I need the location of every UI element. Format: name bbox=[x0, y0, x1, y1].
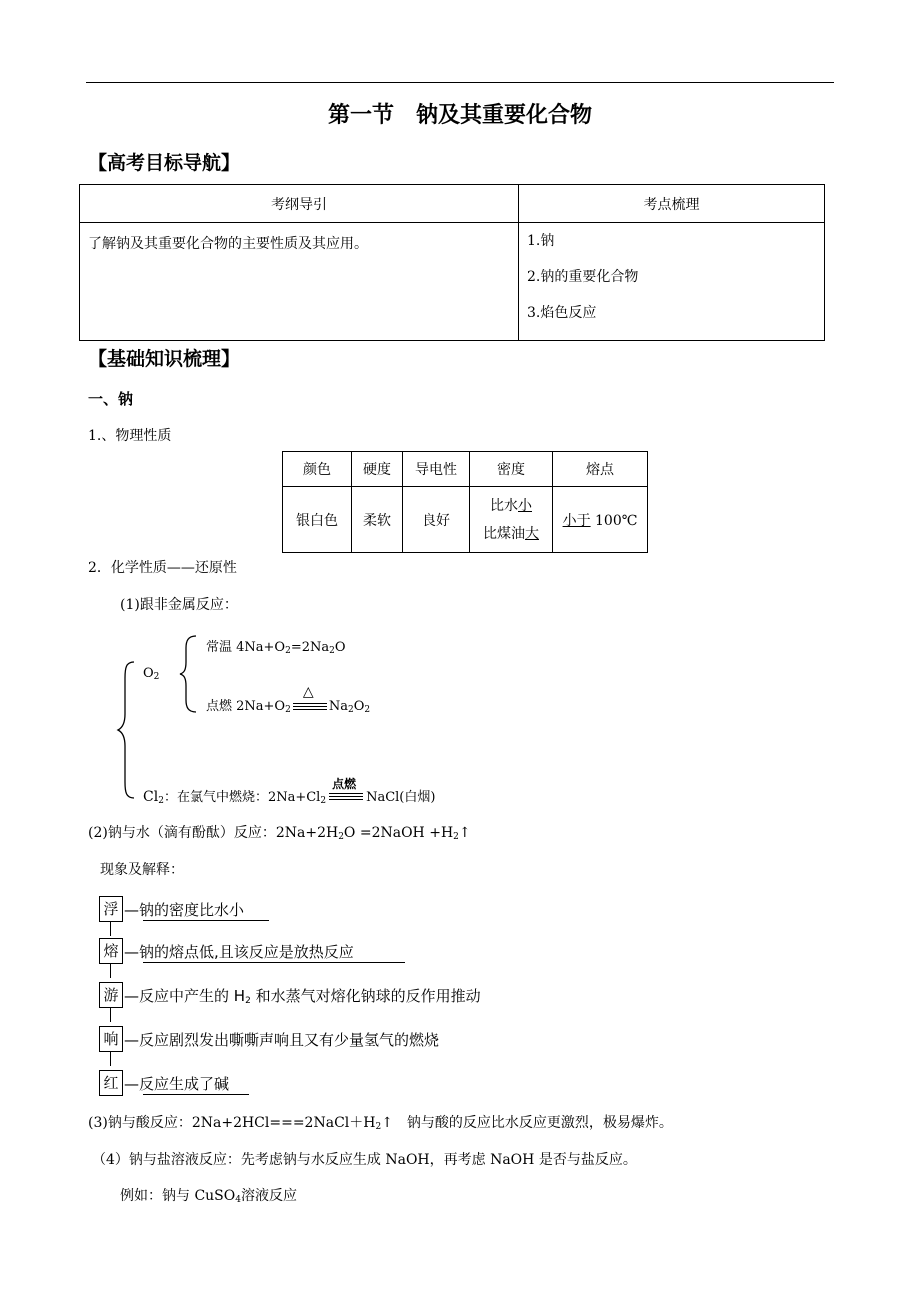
float-underline bbox=[143, 920, 269, 921]
goal-table-header-2: 考点梳理 bbox=[519, 185, 825, 223]
goal-table-syllabus: 了解钠及其重要化合物的主要性质及其应用。 bbox=[80, 223, 519, 341]
melting-blank: 小于 bbox=[562, 512, 591, 529]
ladder-connector bbox=[110, 922, 111, 936]
physical-properties-heading: 1.、物理性质 bbox=[88, 428, 172, 444]
goal-table-topics bbox=[519, 223, 825, 341]
phenomenon-float-box: 浮 bbox=[99, 896, 123, 922]
phenomenon-melt-box: 熔 bbox=[99, 938, 123, 964]
copper-sulfate-example: 例如：钠与 CuSO$_4$溶液反应 bbox=[120, 1188, 297, 1205]
melt-underline bbox=[143, 962, 405, 963]
red-underline bbox=[143, 1094, 249, 1095]
phenomenon-sound-box: 响 bbox=[99, 1026, 123, 1052]
table-header-conductivity: 导电性 bbox=[403, 452, 470, 487]
phenomenon-swim-box: 游 bbox=[99, 982, 123, 1008]
salt-solution-reaction: （4）钠与盐溶液反应：先考虑钠与水反应生成 NaOH，再考虑 NaOH 是否与盐反应。 bbox=[92, 1152, 637, 1168]
density-water-blank: 小 bbox=[518, 497, 532, 514]
cl2-equation: $Cl_2$：在氯气中燃烧：$2Na+Cl_2$ 点燃 NaCl(白烟) bbox=[143, 777, 436, 806]
table-header-color: 颜色 bbox=[283, 452, 352, 487]
topic-item: 3.焰色反应 bbox=[527, 305, 597, 321]
ladder-connector bbox=[110, 1052, 111, 1066]
water-reaction-equation: (2)钠与水（滴有酚酞）反应：$2Na+2H_2O$ =2NaOH $+H_2↑$ bbox=[88, 825, 471, 842]
phenomenon-melt-text: —钠的熔点低,且该反应是放热反应 bbox=[124, 943, 354, 961]
acid-reaction-equation: (3)钠与酸反应：$2Na+2HCl===2NaCl+H_2↑$ 钠与酸的反应比水反应更激烈，极易爆炸。 bbox=[88, 1115, 673, 1132]
topic-item: 1.钠 bbox=[527, 233, 555, 249]
topic-item: 2.钠的重要化合物 bbox=[527, 269, 639, 285]
section-heading-basics: 【基础知识梳理】 bbox=[88, 348, 241, 370]
o2-ignition-equation: 点燃 $2Na+O_2$ △ $Na_2O_2$ bbox=[206, 684, 371, 715]
value-density bbox=[470, 487, 553, 553]
table-header-density: 密度 bbox=[470, 452, 553, 487]
heat-condition bbox=[291, 684, 329, 710]
density-kerosene-prefix: 比煤油 bbox=[483, 525, 525, 542]
table-header-melting-point: 熔点 bbox=[553, 452, 648, 487]
value-melting-point bbox=[553, 487, 648, 553]
table-header-hardness: 硬度 bbox=[352, 452, 403, 487]
goal-table-header-1: 考纲导引 bbox=[80, 185, 519, 223]
goal-table bbox=[79, 184, 825, 341]
page-title: 第一节 钠及其重要化合物 bbox=[327, 103, 592, 128]
density-water-prefix: 比水 bbox=[490, 497, 518, 514]
value-color: 银白色 bbox=[283, 487, 352, 553]
ladder-connector bbox=[110, 1008, 111, 1022]
phenomenon-swim-text: —反应中产生的 $H_2$ 和水蒸气对熔化钠球的反作用推动 bbox=[124, 987, 481, 1006]
value-hardness: 柔软 bbox=[352, 487, 403, 553]
chemical-properties-heading: 2．化学性质——还原性 bbox=[88, 560, 237, 576]
melting-suffix: 100℃ bbox=[590, 512, 638, 529]
o2-room-temp-equation: 常温 $4Na+O_2=2Na_2O$ bbox=[206, 640, 346, 656]
header-rule bbox=[86, 82, 834, 83]
phenomena-heading: 现象及解释： bbox=[100, 862, 184, 878]
section-heading-goals: 【高考目标导航】 bbox=[88, 152, 241, 174]
part-heading-sodium: 一、钠 bbox=[88, 390, 134, 408]
phenomenon-red-text: —反应生成了碱 bbox=[124, 1075, 230, 1093]
o2-label: $O_2$ bbox=[143, 666, 160, 682]
phenomenon-red-box: 红 bbox=[99, 1070, 123, 1096]
nonmetal-reaction-heading: (1)跟非金属反应： bbox=[120, 597, 238, 613]
value-conductivity: 良好 bbox=[403, 487, 470, 553]
density-kerosene-blank: 大 bbox=[525, 525, 539, 542]
ignition-condition: 点燃 bbox=[326, 789, 366, 801]
heat-triangle-icon: △ bbox=[302, 684, 314, 700]
reaction-braces bbox=[116, 632, 206, 808]
phenomenon-float-text: —钠的密度比水小 bbox=[124, 901, 245, 919]
phenomenon-sound-text: —反应剧烈发出嘶嘶声响且又有少量氢气的燃烧 bbox=[124, 1031, 440, 1049]
physical-properties-table bbox=[282, 451, 648, 553]
ladder-connector bbox=[110, 964, 111, 978]
